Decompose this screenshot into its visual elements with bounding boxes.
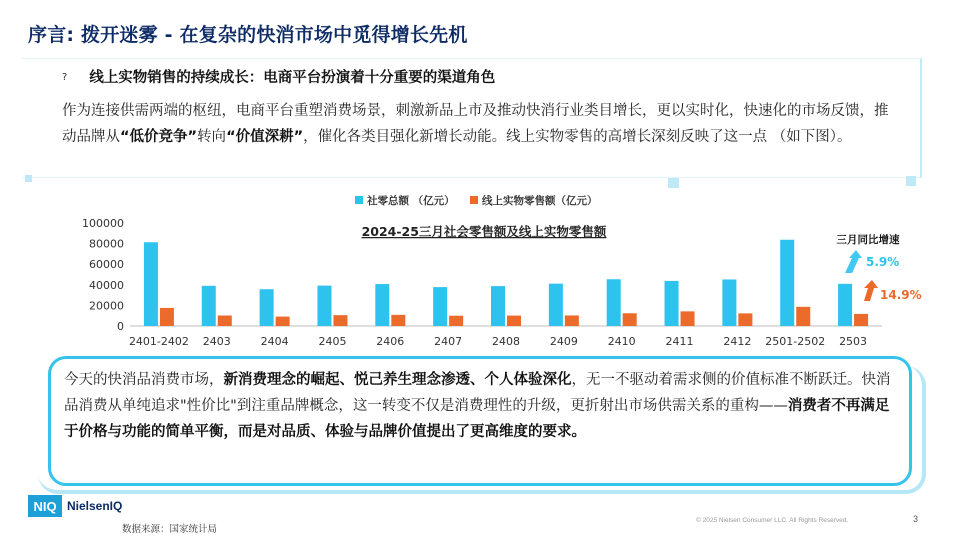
legend-swatch (355, 196, 363, 204)
data-source: 数据来源：国家统计局 (122, 524, 218, 535)
bar-total (780, 240, 794, 326)
x-tick-label: 2409 (549, 335, 578, 348)
x-axis-labels (129, 335, 867, 348)
y-tick-label: 100000 (82, 217, 124, 230)
summary-emphasis-2: 消费者不再满足于价格与功能的简单平衡，而是对品质、体验与品牌价值提出了更高维度的要求。 (64, 398, 890, 440)
bullet-icon: ? (62, 72, 68, 83)
section-heading-text: 线上实物销售的持续成长：电商平台扮演着十分重要的渠道角色 (89, 70, 496, 86)
growth-total-value: 5.9% (866, 255, 900, 269)
intro-text-a: 作为连接供需两端的枢纽，电商平台重塑消费场景，刺激新品上市及推动快消行业类目增长，更以实时化，快速化的市场反馈，推动品牌从 (62, 103, 889, 145)
bar-online (854, 314, 868, 326)
bar-online (276, 317, 290, 326)
intro-emphasis-value: “价值深耕” (226, 129, 304, 145)
bar-total (144, 242, 158, 326)
x-tick-label: 2411 (665, 335, 694, 348)
bar-online (507, 316, 521, 326)
bar-online (449, 316, 463, 326)
x-tick-label: 2405 (318, 335, 347, 348)
bar-online (738, 313, 752, 326)
x-tick-label: 2404 (260, 335, 289, 348)
logo-name: NielsenIQ (67, 499, 123, 513)
x-tick-label: 2410 (607, 335, 636, 348)
chart-bars (144, 240, 868, 326)
bar-online (623, 313, 637, 326)
y-axis (82, 217, 124, 333)
x-tick-label: 2407 (434, 335, 463, 348)
y-tick-label: 0 (117, 320, 124, 333)
x-tick-label: 2412 (723, 335, 752, 348)
x-tick-label: 2403 (202, 335, 231, 348)
bar-total (260, 289, 274, 326)
bar-total (375, 284, 389, 326)
summary-emphasis-1: 新消费理念的崛起、悦己养生理念渗透、个人体验深化 (223, 372, 572, 388)
growth-title: 三月同比增速 (836, 234, 900, 246)
arrow-up-icon (845, 250, 862, 273)
x-tick-label: 2406 (376, 335, 405, 348)
summary-text-1: 今天的快消品消费市场， (64, 372, 224, 388)
page-title: 序言: 拨开迷雾 - 在复杂的快消市场中觅得增长先机 (28, 24, 468, 46)
logo-mark: NIQ (28, 495, 62, 517)
legend-label: 社零总额 （亿元） (367, 195, 455, 207)
legend-swatch (470, 196, 478, 204)
arrow-up-icon (864, 280, 878, 301)
intro-text-e: ，催化各类目强化新增长动能。线上实物零售的高增长深刻反映了这一点 （如下图）。 (303, 129, 852, 145)
growth-online-value: 14.9% (880, 288, 922, 302)
copyright: © 2025 Nielsen Consumer LLC. All Rights Reserved. (696, 517, 849, 524)
y-tick-label: 60000 (89, 258, 124, 272)
bar-total (838, 284, 852, 326)
bar-total (491, 286, 505, 326)
bar-online (160, 308, 174, 326)
bar-total (607, 279, 621, 326)
y-tick-label: 40000 (89, 278, 124, 292)
y-tick-label: 20000 (89, 299, 124, 313)
bar-total (433, 287, 447, 326)
bar-online (796, 307, 810, 326)
bar-total (549, 284, 563, 326)
chart-legend (355, 194, 598, 207)
x-tick-label: 2401-2402 (128, 335, 189, 348)
bar-total (722, 279, 736, 326)
bar-online (565, 315, 579, 326)
y-tick-label: 80000 (89, 237, 124, 251)
bar-online (391, 315, 405, 326)
legend-label: 线上实物零售额（亿元） (482, 195, 598, 207)
bar-total (202, 286, 216, 326)
chart-title: 2024-25三月社会零售额及线上实物零售额 (361, 224, 607, 239)
x-tick-label: 2501-2502 (765, 335, 826, 348)
bar-total (317, 286, 331, 326)
summary-paragraph (64, 367, 894, 445)
x-tick-label: 2503 (839, 335, 868, 348)
bar-total (665, 281, 679, 326)
nielseniq-logo (28, 495, 122, 517)
summary-text-2: ，无一不驱动着需求侧的价值标准不断跃迁。快消品消费从单纯追求"性价比"到注重品牌概念，这一转变不仅是消费理性的升级，更折射出市场供需关系的重构—— (64, 372, 891, 414)
x-tick-label: 2408 (492, 335, 520, 348)
page-number: 3 (913, 514, 919, 524)
bar-online (681, 311, 695, 326)
intro-emphasis-low-price: “低价竞争” (120, 129, 198, 145)
bar-online (333, 315, 347, 326)
intro-text-c: 转向 (197, 129, 227, 145)
bar-online (218, 316, 232, 326)
